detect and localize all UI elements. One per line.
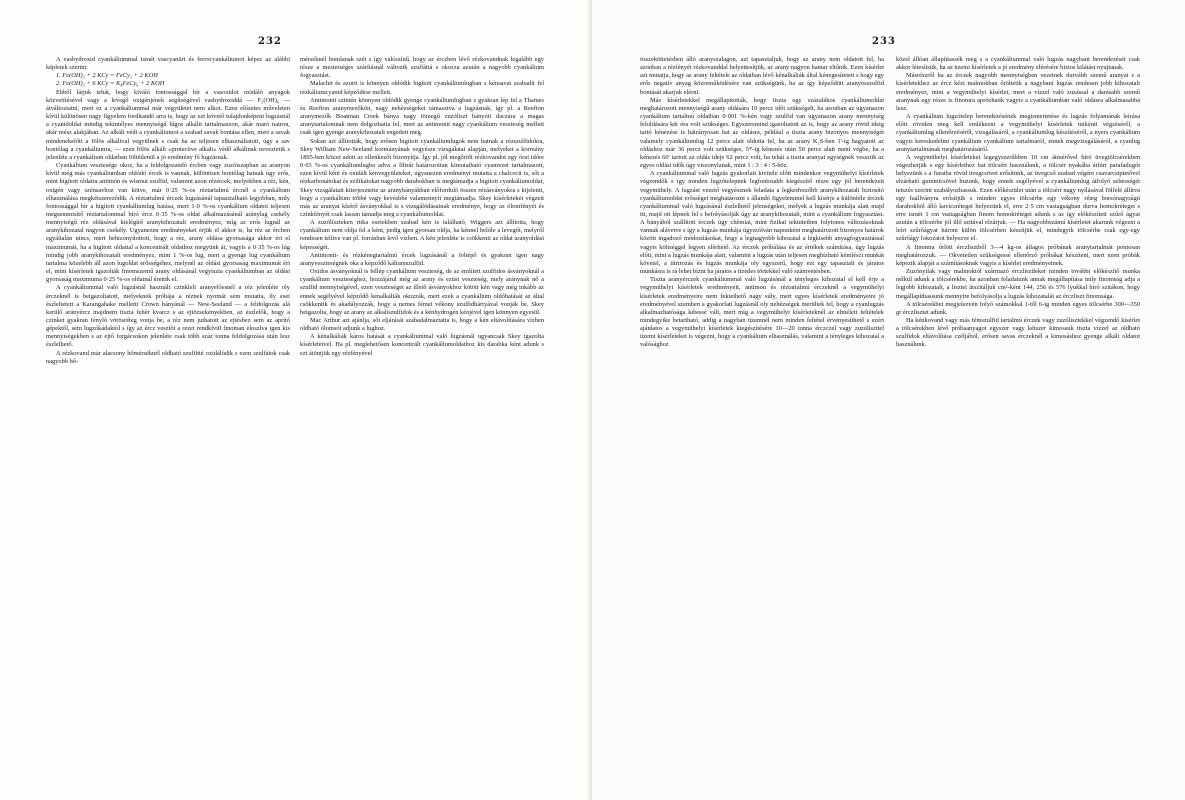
paragraph: Antimonit- és rézkénegtartalmú ércek lugzásánál a feltépő és gyakran igen nagy aranyveszteségnek oka a képződő káliumszulfid. [300,251,544,267]
paragraph: Mac Arthur azt ajánlja, sőt eljárását szabadalmaztatta is, hogy a kén eltávolítására vízben oldható ólomsót adjunk a lughoz. [300,317,544,333]
paragraph: Ha kénkovand vagy más fémszulfid tartalmú érczek vagy zuzólisztekkel végzendő kísérlet a tölcsérekben lévő próbaanyagot egyszer vagy kétszer kimossuk tiszta vízzel az oldható szulfidok eltávolítása czéljából, erősen savas érczeknél a kimosáshoz gyenge alkáli oldatot használunk. [896,317,1140,349]
formula-line: 1. Fe(OH)₂ + 2 KCy = FeCy₂ + 2 KOH [56,72,158,80]
paragraph: A kénalkáliák káros hatását a cyankáliummal való lugzásnál ugyancsak Skey igazolta kísérleteivel. Ha pl. meglehetősen koncentrált cyankáliumoldathoz kis darabka ként adunk s ezt átöntjük egy rézfényével [300,333,544,357]
left-page [0,0,592,800]
right-page [592,0,1185,800]
paragraph: mérséknél bomlanak szét s így valószínű, hogy az érczben lévő rézkovandnak legalább egy része a mesterséges szárításnál változik szulfáttá s okozza azután a nagyobb cyankálium fogyasztást. [300,56,544,80]
paragraph: A cyankáliummal való lugzásnál használt czinkleli aranyelőesnél a réz jelenléte oly érczeknél is beigazoltatott, melyeknek próbája a réznek nyomát sem mutatta, ily eset észleltetett a Karangahake melletti Crown bányánál — New-Seeland — a feldolgozás alá kerülő arányércz majdnem tiszta fehér kvarcz s az ejtözsekényekben, az észlelők, hogy a czinket gyakran fényló vörösréteg vonja be, a réz nem juthatott az ejtésbez sem az aprító gépektől, sem lugzókádaktól s így az ércz vesztőt a rezet rendkívül finoman eloszlva igen kis mennyiségekben s az ejtő forgácsokon jelenléte csak több száz tonna feldolgozása után lesz észlelhető. [46,284,290,349]
paragraph: Cyankálium vesztesége okoz, ha a feldolgozandó ércben vagy zuzóiszapban az aranyon kívül még más cyankáliumban oldódó ércek is vannak, különösen bontólag hatnak úgy erős, mint higított oldatra antimón és wismut szulfid, valamint azon rézércek, melyekben a réz, kén, oxigén vagy szénsavhoz van kötve, már 0·25 %-os réztartalmú ércnél a cyankálium elhasználása megkétszereződik. A réztartalmú érczek lugzásánál tapasztalható legjobban, mily fontossággal bír a higított cyankáliumlug hatása, mert 1·0 %-os cyankálium oldatot teljesen megsemmisítő réztartalommal bíró ércz 0·35 %-os oldat alkalmazásánál aránylag csekély mennyiségű réz oldásával kielégítő aranykihozatalt eredményez, míg az erős lugnál az aranykihozatal nagyon csekély. Ugyanezen eredményeket érjük el akkor is, ha réz az ércben egyáltalán nincs, mert behizonyítottott, hogy a réz, arany oldása gyorsasága akkor éri el maximumát, ha a higított oldattal a koncentrált oldathoz megyünk át, vagyis a 0·35 %-os lúg mindig jobb aranykihozatalt eredményez, mint 1 %-os lug, mert a gyenge lug cyankálium tartalma közelebb áll azon lugoldat erősségéhez, melynél az oldási gyorsaság maximumát éri el, mint kísérletek igazolták finomszemű arany oldásánál vegyiszta cyankáliumban az oldási gyorsaság maximuma 0·25 %-os oldatnál érettik el. [46,162,290,284]
left-page-column-1 [46,56,290,786]
paragraph: A tölcsérekbet megjelezvén folyó számokkal 1-től 6-ig minden egyes tölcsérbe 300—350 gr érczlisztet adunk. [896,300,1140,316]
page-number-left: 232 [258,36,282,47]
paragraph: Másrészről ha az érczek nagyobb mennyiségben vezetnek durvább szemű aranyat s a kísérletekhez az ércz kézi malmokban őröltetik a nagybani lugzás rendesen jobb kihozatalt eredményez, mint a vegymühelyi kísérlet, mert a vízzel való zuzással a darásabb szemű aranynak egy része is finomra aprózhatik vagyis a cyankáliumban való oldásra alkalmasabbá lesz. [896,72,1140,112]
paragraph: Sokan azt állították, hogy erősen higított cyankáliumlugok nem hatnak a rézszulfidokra, Skey William New-Seeland kormányának vegyésze vizsgálatai alapján, melyeket a kormány 1895-ben közzé adott az ellenkezőt bizonyítja. Így pl. jól megőrölt rézkovandot egy órai időre 0·03 %-os cyankáliumlugba adva a filtrát határozottan kimutatható cyanrezet tartalmazott, ezen kívül ként és oxidált kénvegyületeket, ugyanezen eredményt mutatta a chalcocit is, sőt a rézkarbonátokat és szilikátokat nagyobb darabokban is megtámadja a higított cyankáliumoldat, Skey vizsgálatait kiterjesztette az aranybányákban előforduló összes rézásványokra s kijelenti, hogy a cyankálium többé vagy kevésbbé valamennyit megtámadja. Skey kísérleteket végzett más az aranyat kísérő ásványokkal is s vizsgálódásainak eredménye, hogy az ólomfényét és czinkfényét csak lassan támadja meg a cyankáliumoldat. [300,137,544,218]
paragraph: Tiszta aranyérczek cyankáliummal való lugzásánál a tényleges kihozatal el kell érje a vegymühelyi kísérletek eredményeit, antimon és réztartalmú érczeknél a vegymühelyi kísérletek eredményeire nem fektethető nagy súly, mert egyes kísérletek eredményeire jó eredményével szemben a gyakorlati lugzásnál oly nehézségek merültek fel, hogy a cyanlugzás alkalmazhatósága kétessé vált, mert míg a vegymühelyi kísérleteknél az elméleti feltételek mindegyike betartható, addig a nagyban üzemnél nem minden feltétel érvényesíthető s ezért ajánlatos a vegymühelyi kísérletek kiegészítésére 10—20 tonna érczczel vagy zuzóliszttel üzemi kísérleteket is végezni, hogy a cyankálium elhasználás, valamint a tényleges kihozatal a valósághoz [640,276,884,349]
paragraph: A vasbydroxid cyankáliummal ismét vascyanürt és ferrocyankáliumot képez az alábbi képletek szerint: [46,56,290,72]
paragraph: A vegymühelyi kísérleteket legegyszerűbben 10 cm átmérővel bíró üvegtölcsérekben végezhetjük s egy kísérlethez hat tölcsért használunk, a tölcsér nyakába átfúrt parafadugót helyezünk s a furatba rövid üvegcsövet erősítünk, az üvegcső szabad végére csavarcsiptetővel elzárható gummicsövet huzunk, hogy ennek segélyével a cyankáliumlug átfolyó sebességét tetszés szerint szabályozhassuk. Ezen előkészület után a tölcsért nagy nyílásával fölfelé állítva egy faállványra erősítjük s minden egyes tölcsérbe egy vékony réteg borsónagyságú darabokból álló kavicsréteget helyezünk el, erre 2·5 cm vastagságban durva homokréteget s erre ismét 1 cm vastagságban finom homokréteget adunk s az így előkészített szűrő ágyat azután a tölcsérbe jól illő szitával elzárjuk. — Ha nagyobbszámú kísérletet akarunk végezni a leírt szűrőágyat három külön tölcsérben készítjük el, mindegyik tölcsérbe csak egy-egy szűrőágy fokozatot helyezve el. [896,153,1140,243]
paragraph: összeköttetésben álló aranyszalagon, azt tapasztaljuk, hogy az arany nem oldatott fel, ha azonban a rézfényét rézkovanddal helyettesítjük, az arany nagyon hamar eltűnik. Ezen kísérlet azt mutatja, hogy az arany feltétele az oldatban lévő kénalkáliák által kénegesítetett s hogy egy erős negatív anyag közreműködésére van szükségünk, ha az így képződött aranyosszulfid bontását akarjuk elérni. [640,56,884,96]
left-page-column-2 [300,56,544,786]
right-page-column-1 [640,56,884,786]
paragraph: Oxidos ásványoknál is fellép cyankálium veszteség, de az említett szulfidos ásványoknál a cyankálium veszteséghez, hozzájárul még az arany és ezüst veszteség, mely aránynak nő a szulfid mennyiségével, ezen veszteséget az illető ásványokhoz kötött kén vagy még inkább az ennek segélyével képződő kénalkáliák okozzák, mert ezek a cyankálium oldóhatását az által csökkentik és akadályozzák, hogy a nemes fémet vékony szulfidhártyával vonják be. Skey beigazolta, hogy az arany az alkaliszulfidok és a kénhydrogén kénjével igen könnyen egyesül. [300,268,544,316]
formula-line: 2. Fe(OH)₂ + 6 KCy = K₄FeCy₆ + 2 KOH [56,80,165,88]
paragraph: Ebből látjuk tehát, hogy kiváló fontossággal bír a vasoxidot oxidáló anyagok közvetítésével vagy a levegő oxigénjének segítségével vashydroxiddá — F₂(OH)₆ — átváltoztatni, mert ez a cyankáliummal már vegyületet nem alkot. Ezen előzetes műveleten kívül különösen nagy figyelem fordítandó arra is, hogy az ezt követő tulajdonképeni lugzásnál a cyanidoldat mindig tekintélyes mennyiségű lúgos alkálit tartalmazzon, akár maró natron, akár mész alakjában. Az alkáli védi a cyankáliumot a szabad savak bontása ellen, mert a savak mindenekelőtt a fölös alkálival vegyülnek s csak ha az teljesen elhasználtatott, úgy a sav bontólag a cyankáliumra, — ezen fölös alkáli »protective alkali« védő alkálinak neveztetik s jelenléte a cyankálium oldatban föltétlenül a jó eredmény fő lugzásnak. [46,88,290,161]
paragraph: A cyankáliummal való lugzás gyakorlati kivitele előtt mindenkor vegymühelyi kísérletek végzendők s így minden lugzótelepnek legfontosabb kiegészítő része egy jól berendezett vegymühely. A lugzást vezető vegyésznek feladata a legkedvezőbb aranykihozatalt biztosító cyankáliumoldat erősséget meghatározni s állandó figyelemmel kell kísérje a különféle érczek cyankáliummal való lugzásánál észlelhető jelenségeket, melyek a lugzás munkája alatt majd itt, majd ott lépnek fel s befolyásolják úgy az aranykihozatalt, mint a cyankálium fogyasztást. A bányából szállított érczek úgy chémiai, mint fizikai tekintetben folytonos változásoknak vannak alávetve s így a lugzás munkája úgyszólván naponként meghatározott bizonyos határok között ingadozó módosításokat, hogy a legnagyobb kihozatal a legkisebb anyagfogyasztással vagyis költséggel legyen elérhető. Az érczek próbálása és az értékek számítása, úgy lugzás előtt, mint a lugzás munkája alatt, valamint a lugzás után teljesen megbízható kémlészi munkát követel, a titrirozás és lugzás munkája oly egyszerű, hogy ezt egy tapasztalt és járatos munkásra is rá lehet bízni ha járatos a tizedes törtekkel való számvetésben. [640,170,884,276]
paragraph: A finomra őrlött érczlisztből 3—4 kg-os átlagos próbának aranytartalmát pontosan meghatározzuk. — Okvetetlen szükségessé ellenőrző próbákat készíteni, mert ezen próbák képezik alapját a számításoknak vagyis a kísérlet eredményeinek. [896,243,1140,267]
paragraph: Malachit és azurit is könnyen oldódik higított cyankáliumlugban s kénsavat szabadít fel rézkáliumcyanid képződése mellett. [300,80,544,96]
paragraph: Antimonit szintén könnyen oldódik gyenge cyankáliumlugban s gyakran lép fel a Thames és Reefton aranymezőkön, nagy nehézségeket támasztva a lugzásnak, így pl. a Reefton aranymezők Boatman Creek bánya nagy tömegű zuzóliszt hányóit daczára a magas aranytartalomnak nem dolgozhatta fel, mert az antimonit nagy cyankálium veszteség mellett csak igen gyenge aranykihozatalt engedett meg. [300,96,544,137]
paragraph: A zuzóliszteken ritka esetekben szabad kén is található, Wiggers azt állította, hogy cyankálium nem oldja fel a ként, pedig igen gyorsan oldja, ha kénnel belóle a levegőt, melyről rendesen telítve van pl. forrásban levő vízben. A kén jelenléte is csökkenti az oldat aranyoldási képességét. [300,219,544,251]
paragraph: A rézkovand már alacsony hőmérséknél oldható szulfitté oxidálódik s ezen szulfátok csak nagyobb hő- [46,349,290,365]
page-number-right: 233 [872,36,896,47]
paragraph: A cyankálium lugzótelep berendezésének megismertetése és lugzás folyamának leírása előtt röviden meg kell emlékezni a vegymühelyi kísérletek mikénti végzéséről, a cyankáliumlug ellenőrzéséről, vizsgálásáról, a cyankáliumlug készítéséről, a nyers cyankálium vagyis kereskedelmi cyankálium cyankálium tartalmáról, ennek megvizsgálásáról, a cyanlug aranytartalmának meghatározásáról. [896,113,1140,153]
paragraph: közel állóan állapíttassék meg s a cyankáliummal való lugzás nagybani berendezését csak akkor létesítsük, ha az üzemi kísérletek a jó eredmény elérésére biztos kilátást nyujtanak. [896,56,1140,72]
paragraph: Zuzónyilak vagy malmoktól származó érczlisztleket minden további előkészítő munka nélkül adunk a tölcsérekbe, ha azonban feladatunk annak megállapítása mily finomság adja a legjobb kihozatalt, a lisztet átszitáljuk cm²-ként 144, 256 és 576 lyukkal bíró szitákon, hogy megállapíthassunk mennyire befolyásolja a lugzás kihozatalát az érczliszt finomsága. [896,268,1140,300]
right-page-column-2 [896,56,1140,786]
paragraph: Más kísérletekkel megállapították, hogy tiszta egy százalékos cyankáliumoldat meghatározott mennyiségű arany oldására 10 percz időt szükségelt, ha azonban az ugyanazon cyankálium tartalmú oldatban 0·001 %-kén vagy szulfid van ugyanazon arany mennyiség feloldására két óra volt szükséges. Egyszersmind igazoltatott az is, hogy az arany rövid ideig tartó kénezése is hátrányosan hat az oldásra, például a tiszta arany bizonyos mennyiségét valamely cyankáliumlug 12 percz alatt oldotta fel, ha az arany K₂S-ben 1'-ig hagyatott az oldáshoz már 36 percz volt szükséges, 5⁴'-ig kénezés után 50 percz alatt ment végbe, ha a kénezés 60' tartott az oldás ideje 62 percz volt, ha tehát a tiszta aranyat egységnek vesszük az egyes oldási idők úgy viszonylanak, mint 1 : 3 : 4 : 5-höz. [640,96,884,170]
